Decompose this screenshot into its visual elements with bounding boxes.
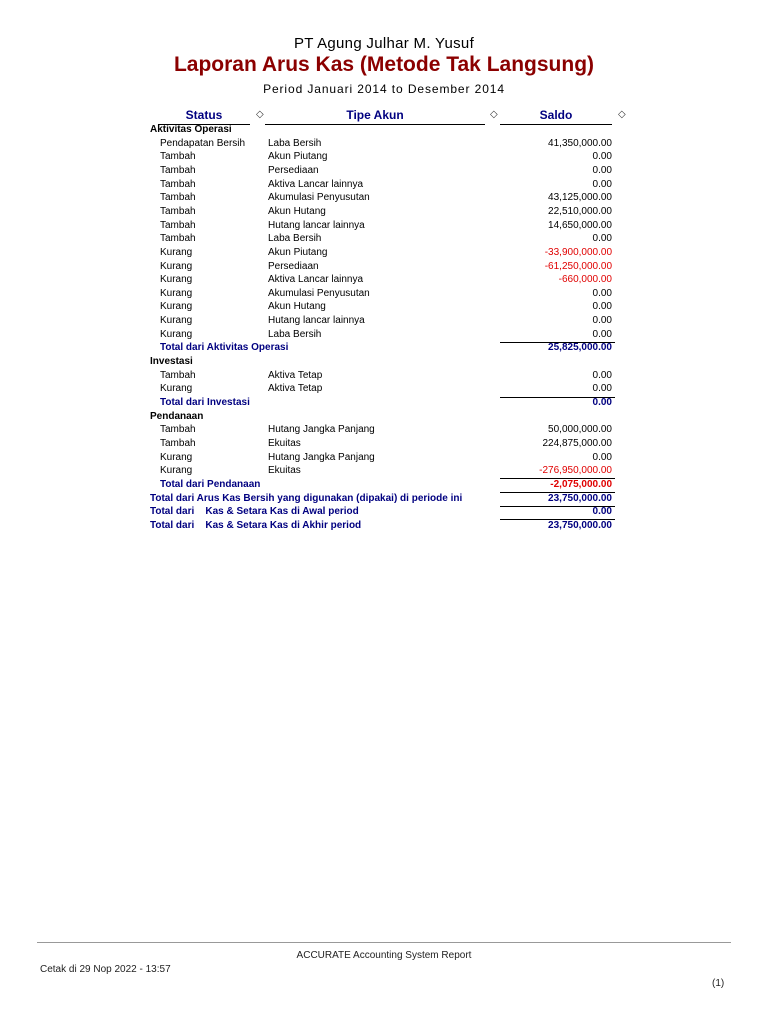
account-type-cell: Laba Bersih xyxy=(268,233,322,245)
account-type-cell: Laba Bersih xyxy=(268,328,322,340)
table-row xyxy=(0,273,768,286)
status-cell: Kurang xyxy=(160,301,193,313)
table-row xyxy=(0,464,768,477)
balance-cell: -2,075,000.00 xyxy=(550,478,612,490)
section-header-row xyxy=(0,355,768,368)
balance-cell: 50,000,000.00 xyxy=(548,424,612,436)
balance-cell: 23,750,000.00 xyxy=(548,519,612,531)
status-cell: Tambah xyxy=(160,192,196,204)
balance-cell: 43,125,000.00 xyxy=(548,192,612,204)
account-type-cell: Hutang lancar lainnya xyxy=(268,219,365,231)
status-cell: Kurang xyxy=(160,315,193,327)
sort-tipe-akun-icon[interactable]: ◇ xyxy=(490,109,498,120)
status-cell: Total dari Aktivitas Operasi xyxy=(160,342,289,354)
balance-cell: -276,950,000.00 xyxy=(539,465,612,477)
company-name: PT Agung Julhar M. Yusuf xyxy=(293,35,475,52)
status-cell: Tambah xyxy=(160,151,196,163)
table-row xyxy=(0,423,768,436)
table-row xyxy=(0,205,768,218)
status-cell: Tambah xyxy=(160,369,196,381)
section-header-row xyxy=(0,123,768,136)
account-type-cell: Aktiva Lancar lainnya xyxy=(268,274,364,286)
total-row xyxy=(0,478,768,491)
balance-cell: 0.00 xyxy=(592,315,612,327)
table-row xyxy=(0,328,768,341)
account-type-cell: Akun Hutang xyxy=(268,301,326,313)
footer-print-date: Cetak di 29 Nop 2022 - 13:57 xyxy=(40,964,171,975)
account-type-cell: Akumulasi Penyusutan xyxy=(268,287,370,299)
account-type-cell: Aktiva Lancar lainnya xyxy=(268,178,364,190)
status-cell: Total dari Kas & Setara Kas di Awal period xyxy=(150,506,359,518)
table-row xyxy=(0,178,768,191)
sort-status-icon[interactable]: ◇ xyxy=(256,109,264,120)
balance-cell: 41,350,000.00 xyxy=(548,137,612,149)
balance-cell: 0.00 xyxy=(592,506,612,518)
balance-cell: 0.00 xyxy=(592,301,612,313)
status-cell: Kurang xyxy=(160,465,193,477)
table-row xyxy=(0,382,768,395)
balance-cell: 25,825,000.00 xyxy=(548,342,612,354)
status-cell: Kurang xyxy=(160,383,193,395)
account-type-cell: Persediaan xyxy=(268,260,319,272)
report-title: Laporan Arus Kas (Metode Tak Langsung) xyxy=(173,53,595,76)
status-cell: Tambah xyxy=(160,205,196,217)
status-cell: Tambah xyxy=(160,437,196,449)
footer-divider xyxy=(37,942,731,943)
account-type-cell: Laba Bersih xyxy=(268,137,322,149)
status-cell: Kurang xyxy=(160,274,193,286)
sort-saldo-icon[interactable]: ◇ xyxy=(618,109,626,120)
table-row xyxy=(0,437,768,450)
table-row xyxy=(0,287,768,300)
total-row xyxy=(0,492,768,505)
balance-cell: 22,510,000.00 xyxy=(548,205,612,217)
balance-cell: 0.00 xyxy=(592,151,612,163)
table-row xyxy=(0,246,768,259)
report-period: Period Januari 2014 to Desember 2014 xyxy=(263,82,505,96)
balance-cell: -33,900,000.00 xyxy=(544,246,612,258)
balance-cell: 0.00 xyxy=(592,164,612,176)
table-row xyxy=(0,164,768,177)
column-header-saldo[interactable]: Saldo xyxy=(500,108,612,125)
total-row xyxy=(0,519,768,532)
table-row xyxy=(0,260,768,273)
status-cell: Kurang xyxy=(160,246,193,258)
account-type-cell: Ekuitas xyxy=(268,465,301,477)
account-type-cell: Akumulasi Penyusutan xyxy=(268,192,370,204)
account-type-cell: Aktiva Tetap xyxy=(268,383,323,395)
column-header-tipe-akun[interactable]: Tipe Akun xyxy=(265,108,485,125)
status-cell: Pendapatan Bersih xyxy=(160,137,246,149)
status-cell: Kurang xyxy=(160,328,193,340)
account-type-cell: Akun Piutang xyxy=(268,246,328,258)
table-row xyxy=(0,300,768,313)
balance-cell: -660,000.00 xyxy=(558,274,612,286)
table-row xyxy=(0,191,768,204)
table-row xyxy=(0,314,768,327)
account-type-cell: Akun Hutang xyxy=(268,205,326,217)
balance-cell: 14,650,000.00 xyxy=(548,219,612,231)
total-row xyxy=(0,341,768,354)
balance-cell: 0.00 xyxy=(592,328,612,340)
account-type-cell: Ekuitas xyxy=(268,437,301,449)
status-cell: Tambah xyxy=(160,164,196,176)
table-row xyxy=(0,451,768,464)
status-cell: Kurang xyxy=(160,260,193,272)
column-header-status[interactable]: Status xyxy=(158,108,250,125)
balance-cell: -61,250,000.00 xyxy=(544,260,612,272)
table-row xyxy=(0,137,768,150)
status-cell: Kurang xyxy=(160,451,193,463)
status-cell: Total dari Kas & Setara Kas di Akhir period xyxy=(150,519,362,531)
account-type-cell: Hutang lancar lainnya xyxy=(268,315,365,327)
table-row xyxy=(0,232,768,245)
balance-cell: 0.00 xyxy=(592,178,612,190)
status-cell: Total dari Arus Kas Bersih yang digunakan (dipakai) di periode ini xyxy=(150,492,463,504)
account-type-cell: Hutang Jangka Panjang xyxy=(268,451,375,463)
status-cell: Investasi xyxy=(150,356,193,368)
status-cell: Total dari Pendanaan xyxy=(160,478,261,490)
status-cell: Tambah xyxy=(160,178,196,190)
status-cell: Kurang xyxy=(160,287,193,299)
balance-cell: 224,875,000.00 xyxy=(542,437,612,449)
account-type-cell: Hutang Jangka Panjang xyxy=(268,424,375,436)
status-cell: Aktivitas Operasi xyxy=(150,124,232,135)
balance-cell: 0.00 xyxy=(592,451,612,463)
status-cell: Total dari Investasi xyxy=(160,397,250,408)
total-row xyxy=(0,396,768,409)
footer-page-number: (1) xyxy=(712,978,725,989)
balance-cell: 23,750,000.00 xyxy=(548,492,612,504)
account-type-cell: Akun Piutang xyxy=(268,151,328,163)
account-type-cell: Aktiva Tetap xyxy=(268,369,323,381)
balance-cell: 0.00 xyxy=(592,383,612,395)
status-cell: Tambah xyxy=(160,219,196,231)
status-cell: Tambah xyxy=(160,424,196,436)
status-cell: Tambah xyxy=(160,233,196,245)
section-header-row xyxy=(0,410,768,423)
table-row xyxy=(0,369,768,382)
footer-system-name: ACCURATE Accounting System Report xyxy=(296,950,472,961)
status-cell: Pendanaan xyxy=(150,410,204,422)
balance-cell: 0.00 xyxy=(592,369,612,381)
table-row xyxy=(0,150,768,163)
account-type-cell: Persediaan xyxy=(268,164,319,176)
balance-cell: 0.00 xyxy=(592,287,612,299)
total-row xyxy=(0,505,768,518)
balance-cell: 0.00 xyxy=(592,233,612,245)
table-row xyxy=(0,219,768,232)
balance-cell: 0.00 xyxy=(592,397,612,408)
